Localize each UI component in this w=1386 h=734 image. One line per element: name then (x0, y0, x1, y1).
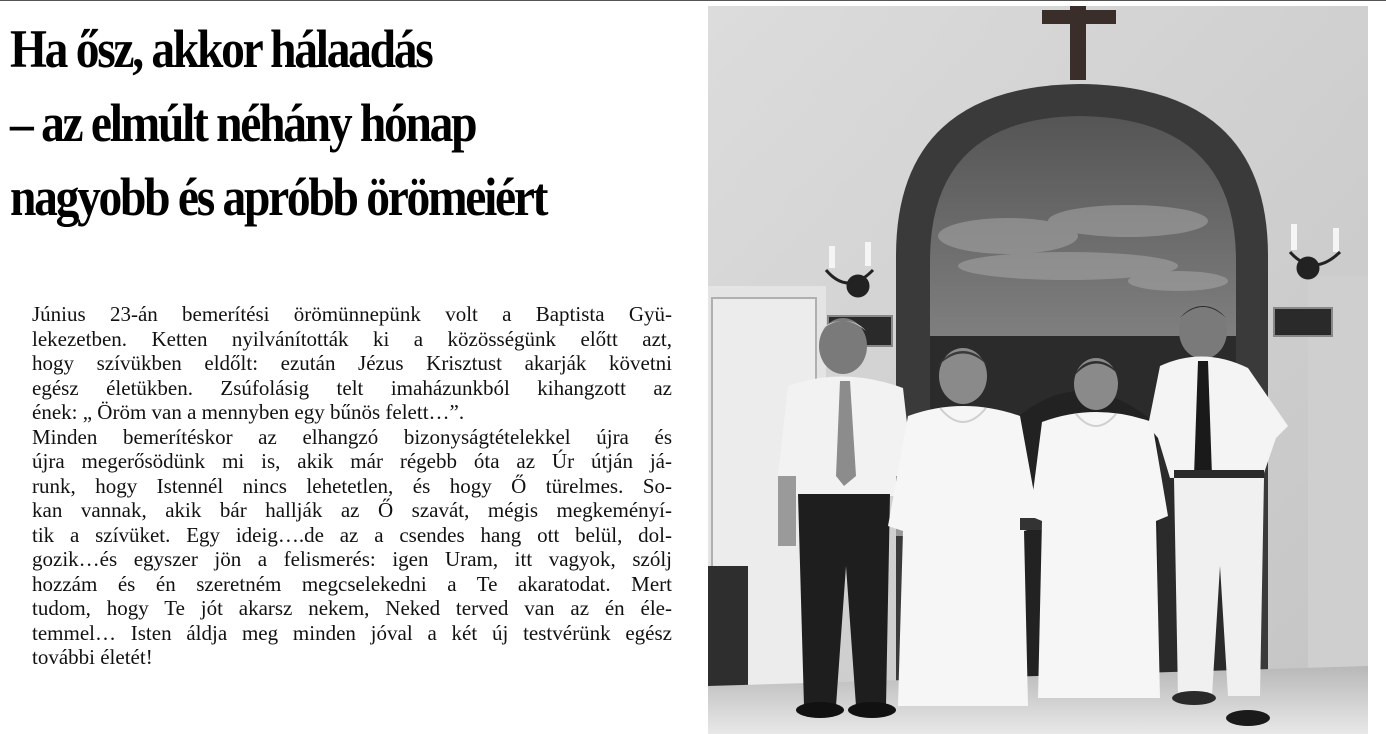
text-line: Minden bemerítéskor az elhangzó bizonyságtételekkel újra és (32, 424, 672, 449)
headline-line: Ha ősz, akkor hálaadás (10, 19, 432, 79)
text-line: runk, hogy Istennél nincs lehetetlen, és hogy Ő türelmes. So- (32, 473, 672, 498)
text-line: újra megerősödünk mi is, akik már régebb óta az Úr útján já- (32, 449, 672, 473)
text-line: lekezetben. Ketten nyilvánították ki a közösségünk előtt azt, (32, 326, 672, 351)
headline-line: nagyobb és apróbb örömeiért (10, 167, 547, 227)
headline-line: – az elmúlt néhány hónap (10, 93, 476, 153)
text-line: tik a szívüket. Egy ideig….de az a csendes hang ott belül, dol- (32, 522, 672, 547)
text-line: Június 23-án bemerítési örömünnepünk volt a Baptista Gyü- (32, 302, 672, 326)
wall-plaque-right (1274, 308, 1332, 336)
paragraph-2 (12, 425, 672, 670)
text-line: hozzám és én szeretném megcselekedni a Te akaratodat. Mert (32, 571, 672, 596)
article-body (12, 302, 672, 670)
baptism-photo (708, 6, 1368, 734)
text-line: további életét! (32, 645, 153, 669)
text-line: hogy szívükben eldőlt: ezután Jézus Krisztust akarják követni (32, 351, 672, 375)
headline (10, 12, 617, 234)
text-line: gozik…és egyszer jön a felismerés: igen Uram, itt vagyok, szólj (32, 547, 672, 571)
text-line: ének: „ Öröm van a mennyben egy bűnös felett…”. (32, 400, 465, 424)
text-line: tudom, hogy Te jót akarsz nekem, Neked terved van az én éle- (32, 596, 672, 620)
text-line: kan vannak, akik bár hallják az Ő szavát, mégis megkeményí- (32, 498, 672, 522)
paragraph-1 (12, 302, 672, 425)
text-line: temmel… Isten áldja meg minden jóval a két új testvérünk egész (32, 620, 672, 645)
photo-illustration (708, 6, 1368, 734)
text-line: egész életükben. Zsúfolásig telt imaházunkból kihangzott az (32, 375, 672, 400)
top-rule (0, 0, 1386, 1)
